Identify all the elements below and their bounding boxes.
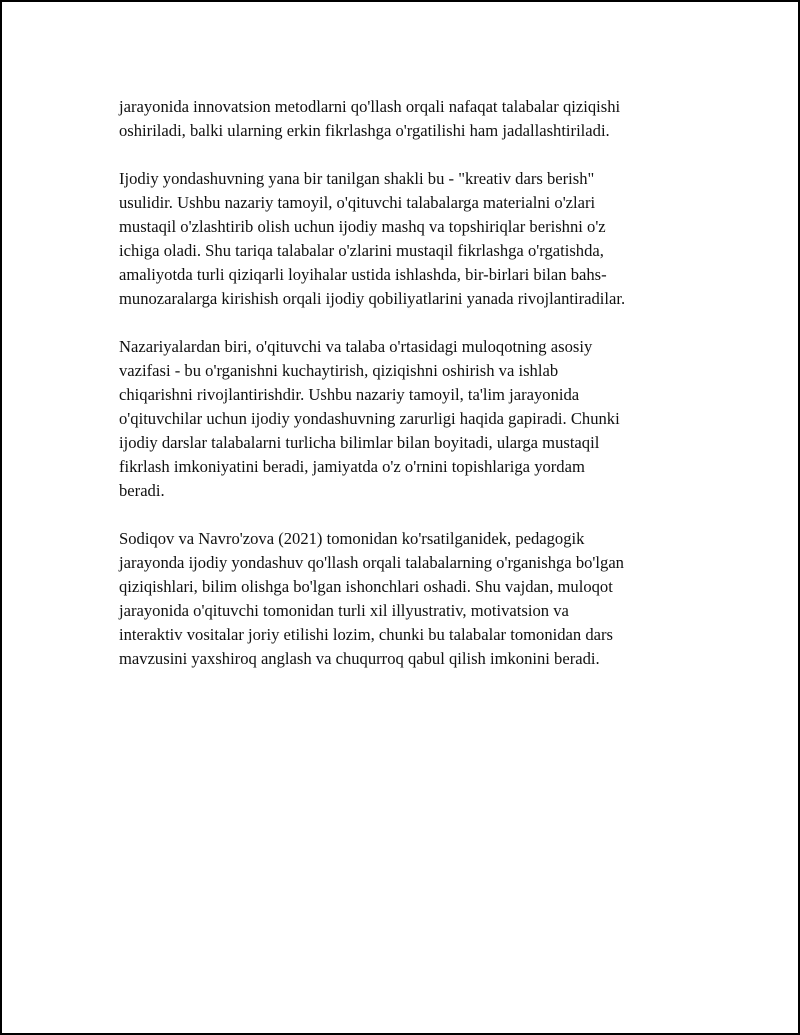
text-line: Ijodiy yondashuvning yana bir tanilgan shakli bu - "kreativ dars berish": [119, 169, 595, 188]
text-line: amaliyotda turli qiziqarli loyihalar ustida ishlashda, bir-birlari bilan bahs-: [119, 265, 607, 284]
document-body: [119, 95, 709, 695]
text-line: mustaqil o'zlashtirib olish uchun ijodiy mashq va topshiriqlar berishni o'z: [119, 217, 606, 236]
paragraph-4: [119, 527, 709, 671]
text-line: interaktiv vositalar joriy etilishi lozim, chunki bu talabalar tomonidan dars: [119, 625, 614, 644]
text-line: Sodiqov va Navro'zova (2021) tomonidan ko'rsatilganidek, pedagogik: [119, 529, 585, 548]
paragraph-3: [119, 335, 709, 503]
text-line: Nazariyalardan biri, o'qituvchi va talaba o'rtasidagi muloqotning asosiy: [119, 337, 593, 356]
paragraph-1: [119, 95, 709, 143]
text-line: ijodiy darslar talabalarni turlicha bilimlar bilan boyitadi, ularga mustaqil: [119, 433, 600, 452]
text-line: ichiga oladi. Shu tariqa talabalar o'zlarini mustaqil fikrlashga o'rgatishda,: [119, 241, 604, 260]
text-line: beradi.: [119, 481, 165, 500]
text-line: qiziqishlari, bilim olishga bo'lgan ishonchlari oshadi. Shu vajdan, muloqot: [119, 577, 613, 596]
text-line: munozaralarga kirishish orqali ijodiy qobiliyatlarini yanada rivojlantiradilar.: [119, 289, 626, 308]
paragraph-2: [119, 167, 709, 311]
text-line: oshiriladi, balki ularning erkin fikrlashga o'rgatilishi ham jadallashtiriladi.: [119, 121, 610, 140]
text-line: jarayonida o'qituvchi tomonidan turli xil illyustrativ, motivatsion va: [119, 601, 569, 620]
text-line: jarayonida innovatsion metodlarni qo'llash orqali nafaqat talabalar qiziqishi: [119, 97, 621, 116]
text-line: fikrlash imkoniyatini beradi, jamiyatda o'z o'rnini topishlariga yordam: [119, 457, 585, 476]
text-line: o'qituvchilar uchun ijodiy yondashuvning zarurligi haqida gapiradi. Chunki: [119, 409, 620, 428]
text-line: usulidir. Ushbu nazariy tamoyil, o'qituvchi talabalarga materialni o'zlari: [119, 193, 596, 212]
text-line: vazifasi - bu o'rganishni kuchaytirish, qiziqishni oshirish va ishlab: [119, 361, 559, 380]
text-line: mavzusini yaxshiroq anglash va chuqurroq qabul qilish imkonini beradi.: [119, 649, 600, 668]
text-line: chiqarishni rivojlantirishdir. Ushbu nazariy tamoyil, ta'lim jarayonida: [119, 385, 580, 404]
text-line: jarayonda ijodiy yondashuv qo'llash orqali talabalarning o'rganishga bo'lgan: [119, 553, 624, 572]
